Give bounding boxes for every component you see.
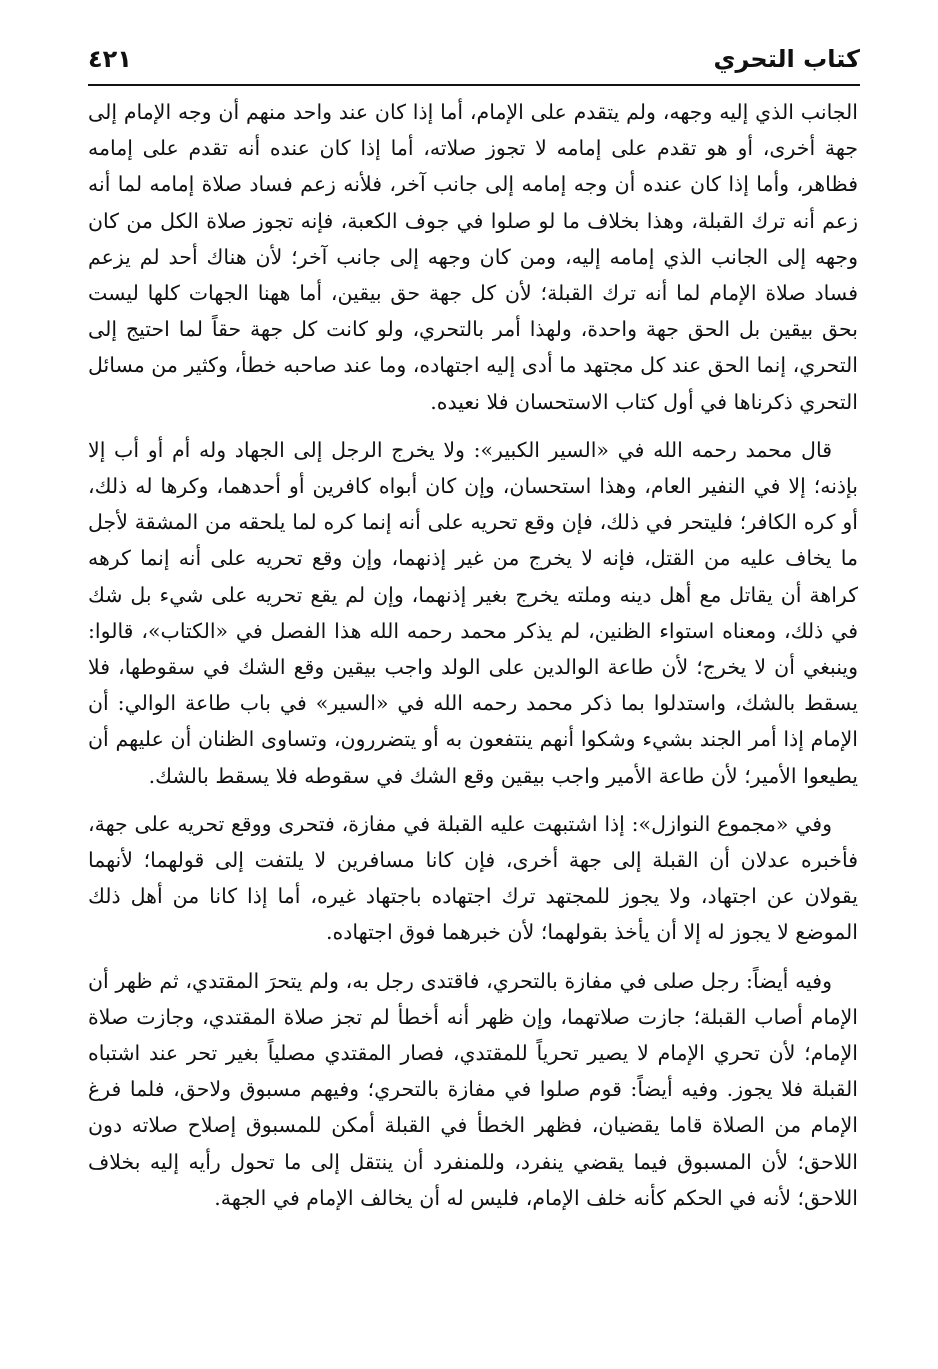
running-title: كتاب التحري	[713, 45, 860, 73]
paragraph-4: وفيه أيضاً: رجل صلى في مفازة بالتحري، فاقتدى رجل به، ولم يتحرَ المقتدي، ثم ظهر أن الإمام أصاب القبلة؛ جازت صلاتهما، وإن ظهر أنه أخطأ لم تجز صلاة المقتدي، وجازت صلاة الإمام؛ لأن تحري الإمام لا يصير تحرياً للمقتدي، فصار المقتدي مصلياً بغير تحر عند اشتباه القبلة فلا يجوز. وفيه أيضاً: قوم صلوا في مفازة بالتحري؛ وفيهم مسبوق ولاحق، فلما فرغ الإمام من الصلاة قاما يقضيان، فظهر الخطأ في القبلة أمكن للمسبوق إصلاح صلاته دون اللاحق؛ لأن المسبوق فيما يقضي ينفرد، وللمنفرد أن ينتقل إلى ما تحول رأيه إليه بخلاف اللاحق؛ لأنه في الحكم كأنه خلف الإمام، فليس له أن يخالف الإمام في الجهة.	[88, 968, 858, 1210]
paragraph-3: وفي «مجموع النوازل»: إذا اشتبهت عليه القبلة في مفازة، فتحرى ووقع تحريه على جهة، فأخبره عدلان أن القبلة إلى جهة أخرى، فإن كانا مسافرين لا يلتفت إلى قولهما؛ لأنهما يقولان عن اجتهاد، ولا يجوز للمجتهد ترك اجتهاده باجتهاد غيره، أما إذا كانا من أهل ذلك الموضع لا يجوز له إلا أن يأخذ بقولهما؛ لأن خبرهما فوق اجتهاده.	[88, 811, 858, 945]
page-number: ٤٢١	[88, 45, 132, 73]
main-text	[88, 94, 858, 1228]
header-rule	[88, 84, 860, 86]
paragraph-1: الجانب الذي إليه وجهه، ولم يتقدم على الإمام، أما إذا كان عند واحد منهم أن وجه الإمام إلى جهة أخرى، أو هو تقدم على إمامه لا تجوز صلاته، أما إذا كان عنده أنه تقدم على إمامه فظاهر، وأما إذا كان عنده أن وجه إمامه إلى جانب آخر، فلأنه زعم فساد صلاة إمامه لما أنه زعم أنه ترك القبلة، وهذا بخلاف ما لو صلوا في جوف الكعبة، فإنه تجوز صلاة الكل من كان وجهه إلى الجانب الذي إمامه إليه، ومن كان وجهه إلى جانب آخر؛ لأن هناك أحد لم يزعم فساد صلاة الإمام لما أنه ترك القبلة؛ لأن كل جهة حق بيقين، أما ههنا الجهات كلها ليست بحق بيقين بل الحق جهة واحدة، ولهذا أمر بالتحري، ولو كانت كل جهة حقاً لما احتيج إلى التحري، إنما الحق عند كل مجتهد ما أدى إليه اجتهاده، وما عند صاحبه خطأ، وكثير من مسائل التحري ذكرناها في أول كتاب الاستحسان فلا نعيده.	[88, 100, 858, 414]
paragraph-2: قال محمد رحمه الله في «السير الكبير»: ولا يخرج الرجل إلى الجهاد وله أم أو أب إلا بإذنه؛ إلا في النفير العام، وهذا استحسان، وإن كان أبواه كافرين أو أحدهما، وكرها له ذلك، أو كره الكافر؛ فليتحر في ذلك، فإن وقع تحريه على أنه إنما كره لما يلحقه من المشقة لأجل ما يخاف عليه من القتل، فإنه لا يخرج من غير إذنهما، وإن وقع تحريه على أنه إنما كرهه كراهة أن يقاتل مع أهل دينه وملته يخرج بغير إذنهما، وإن لم يقع تحريه على شيء بل شك في ذلك، ومعناه استواء الظنين، لم يذكر محمد رحمه الله هذا الفصل في «الكتاب»، قالوا: وينبغي أن لا يخرج؛ لأن طاعة الوالدين على الولد واجب بيقين وقع الشك في سقوطها، فلا يسقط بالشك، واستدلوا بما ذكر محمد رحمه الله في «السير» في باب طاعة الوالي: أن الإمام إذا أمر الجند بشيء وشكوا أنهم ينتفعون به أو يتضررون، وتساوى الظنان أن عليهم أن يطيعوا الأمير؛ لأن طاعة الأمير واجب بيقين وقع الشك في سقوطه فلا يسقط بالشك.	[88, 437, 858, 788]
page-header	[88, 36, 860, 82]
